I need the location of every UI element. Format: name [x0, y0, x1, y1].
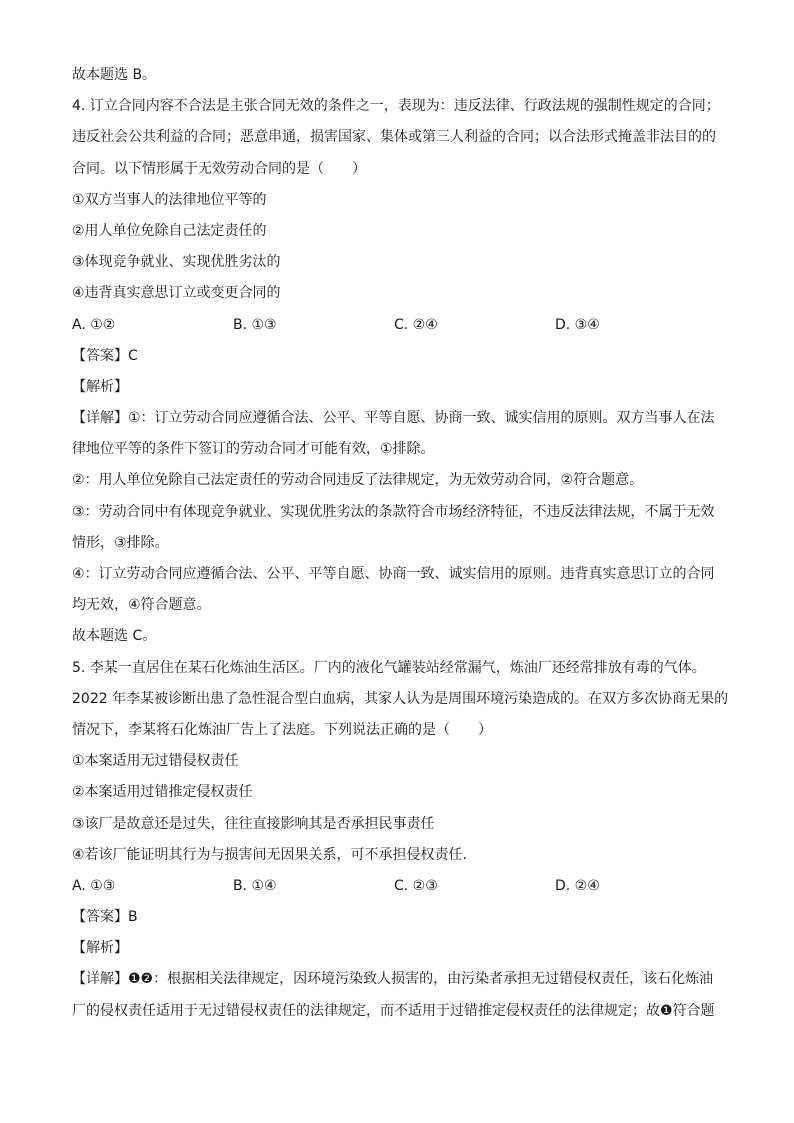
question-4-detail-line-3: ②：用人单位免除自己法定责任的劳动合同违反了法律规定，为无效劳动合同，②符合题意。 — [72, 472, 644, 489]
question-5-item-4: ④若该厂能证明其行为与损害间无因果关系，可不承担侵权责任. — [72, 846, 467, 863]
question-4-stem-line-3: 合同。以下情形属于无效劳动合同的是（ ） — [72, 160, 366, 177]
question-4-stem-line-1: 4. 订立合同内容不合法是主张合同无效的条件之一，表现为：违反法律、行政法规的强制性规定的合同； — [72, 98, 720, 115]
question-5-detail-line-2: 厂的侵权责任适用于无过错侵权责任的法律规定，而不适用于过错推定侵权责任的法律规定；故❶符合题 — [72, 1002, 715, 1019]
question-5-item-1: ①本案适用无过错侵权责任 — [72, 753, 239, 770]
question-5-item-2: ②本案适用过错推定侵权责任 — [72, 784, 253, 801]
question-4-option-d: D. ③④ — [555, 316, 600, 333]
question-5-answer: 【答案】B — [72, 909, 138, 926]
question-4-analysis-heading: 【解析】 — [72, 378, 128, 395]
question-4-detail-line-4: ③：劳动合同中有体现竞争就业、实现优胜劣汰的条款符合市场经济特征，不违反法律法规，不属于无效 — [72, 503, 715, 520]
question-5-stem-line-3: 情况下，李某将石化炼油厂告上了法庭。下列说法正确的是（ ） — [72, 721, 492, 738]
question-5-stem-line-2: 2022 年李某被诊断出患了急性混合型白血病，其家人认为是周围环境污染造成的。在双方多次协商无果的 — [72, 690, 729, 707]
question-5-option-a: A. ①③ — [72, 877, 116, 894]
question-4-item-1: ①双方当事人的法律地位平等的 — [72, 191, 267, 208]
question-5-analysis-heading: 【解析】 — [72, 940, 128, 957]
question-5-option-c: C. ②③ — [394, 877, 438, 894]
question-5-options — [72, 871, 722, 902]
question-4-item-2: ②用人单位免除自己法定责任的 — [72, 222, 267, 239]
question-4-option-b: B. ①③ — [233, 316, 277, 333]
question-4-detail-line-5: 情形，③排除。 — [72, 534, 169, 551]
question-4-stem-line-2: 违反社会公共利益的合同；恶意串通，损害国家、集体或第三人利益的合同；以合法形式掩盖非法目的的 — [72, 129, 716, 146]
question-4-detail-line-1: 【详解】①：订立劳动合同应遵循合法、公平、平等自愿、协商一致、诚实信用的原则。双方当事人在法 — [72, 410, 715, 427]
question-4-detail-line-2: 律地位平等的条件下签订的劳动合同才可能有效，①排除。 — [72, 441, 435, 458]
question-4-option-a: A. ①② — [72, 316, 116, 333]
question-4-options — [72, 310, 722, 341]
question-4-conclusion: 故本题选 C。 — [72, 628, 157, 645]
question-4-detail-line-6: ④：订立劳动合同应遵循合法、公平、平等自愿、协商一致、诚实信用的原则。违背真实意思订立的合同 — [72, 566, 715, 582]
question-4-detail-line-7: 均无效，④符合题意。 — [72, 597, 211, 614]
question-5-detail-line-1: 【详解】❶❷：根据相关法律规定，因环境污染致人损害的，由污染者承担无过错侵权责任，该石化炼油 — [72, 971, 714, 988]
question-4-item-4: ④违背真实意思订立或变更合同的 — [72, 285, 281, 302]
question-5-stem-line-1: 5. 李某一直居住在某石化炼油生活区。厂内的液化气罐装站经常漏气，炼油厂还经常排放有毒的气体。 — [72, 659, 706, 676]
document-page — [72, 60, 729, 1027]
question-4-option-c: C. ②④ — [394, 316, 438, 333]
question-5-option-b: B. ①④ — [233, 877, 277, 894]
question-5-item-3: ③该厂是故意还是过失，往往直接影响其是否承担民事责任 — [72, 815, 435, 832]
question-4-answer: 【答案】C — [72, 347, 138, 364]
question-5-option-d: D. ②④ — [555, 877, 600, 894]
conclusion-prev: 故本题选 B。 — [72, 67, 157, 83]
question-4-item-3: ③体现竞争就业、实现优胜劣汰的 — [72, 254, 281, 271]
